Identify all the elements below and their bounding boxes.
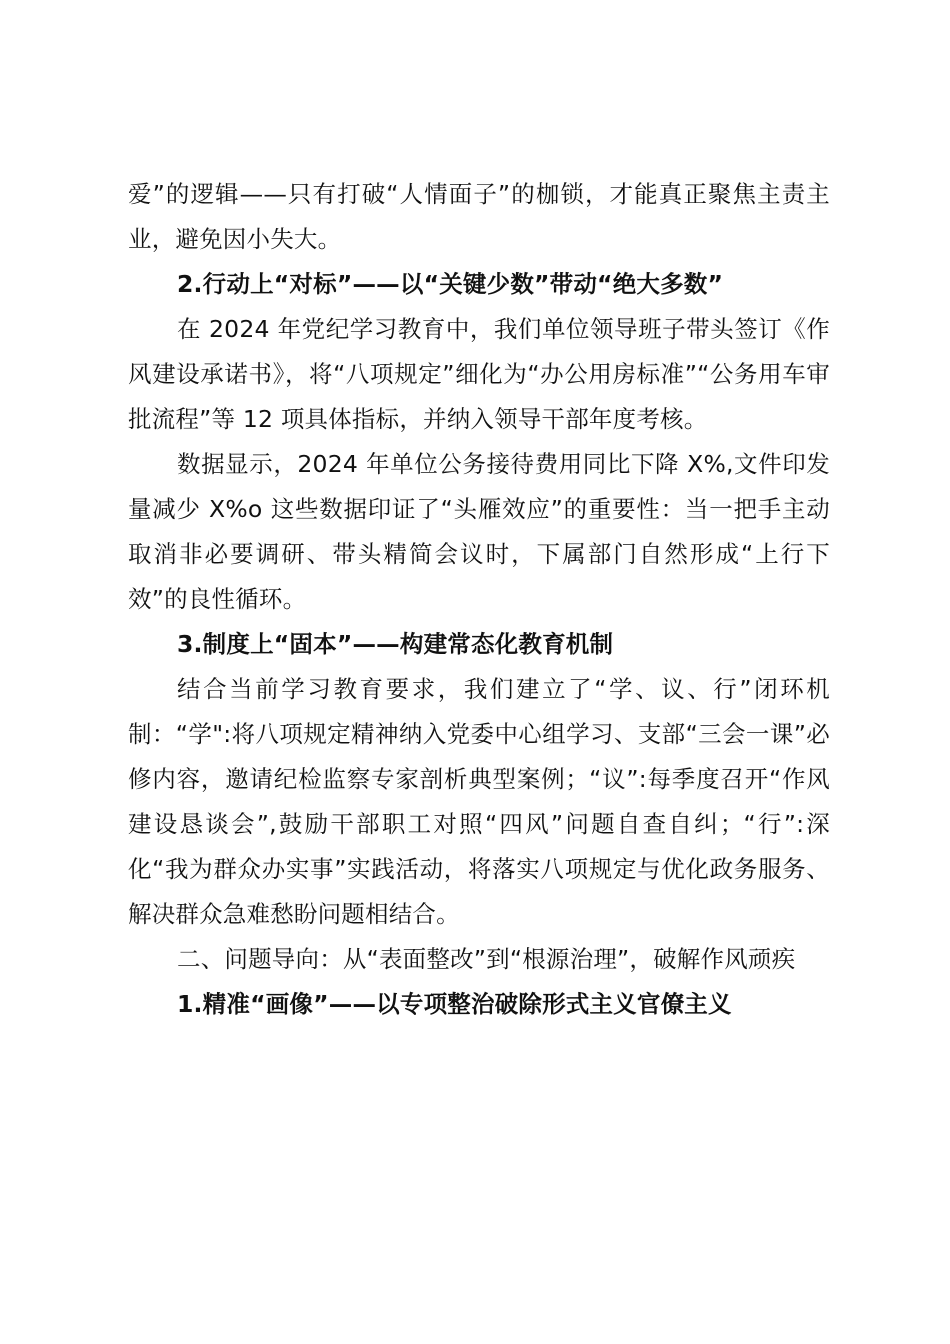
chapter-heading-2: 二、问题导向：从“表面整改”到“根源治理”，破解作风顽疾 xyxy=(177,945,796,973)
document-body xyxy=(128,172,830,1027)
section-heading-1: 1.精准“画像”——以专项整治破除形式主义官僚主义 xyxy=(177,990,732,1018)
paragraph-commitment: 在 2024 年党纪学习教育中，我们单位领导班子带头签订《作风建设承诺书》，将“八项规定”细化为“办公用房标准”“公务用车审批流程”等 12 项具体指标，并纳入领导干部年度考核。 xyxy=(128,315,830,433)
section-heading-2: 2.行动上“对标”——以“关键少数”带动“绝大多数” xyxy=(177,270,724,298)
paragraph-mechanism: 结合当前学习教育要求，我们建立了“学、议、行”闭环机制：“学":将八项规定精神纳入党委中心组学习、支部“三会一课”必修内容，邀请纪检监察专家剖析典型案例；“议”:每季度召开“作风建设恳谈会”,鼓励干部职工对照“四风”问题自查自纠；“行”:深化“我为群众办实事”实践活动，将落实八项规定与优化政务服务、解决群众急难愁盼问题相结合。 xyxy=(128,675,830,928)
paragraph-continued: 爱”的逻辑——只有打破“人情面子”的枷锁，才能真正聚焦主责主业，避免因小失大。 xyxy=(128,180,830,253)
paragraph-data: 数据显示，2024 年单位公务接待费用同比下降 X%,文件印发量减少 X%o 这些数据印证了“头雁效应”的重要性：当一把手主动取消非必要调研、带头精简会议时，下属部门自然形成“上行下效”的良性循环。 xyxy=(128,450,830,613)
section-heading-3: 3.制度上“固本”——构建常态化教育机制 xyxy=(177,630,614,658)
